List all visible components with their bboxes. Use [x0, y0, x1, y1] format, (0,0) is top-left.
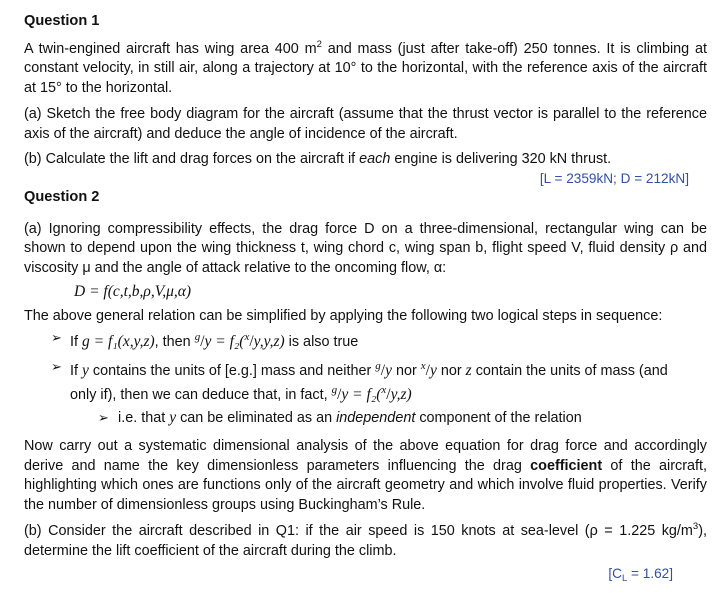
question-1-answer: [L = 2359kN; D = 212kN] [539, 170, 689, 186]
question-1-part-a: (a) Sketch the free body diagram for the aircraft (assume that the thrust vector is parallel to the reference axis of the aircraft) and deduce the angle of incidence of the aircraft. [24, 106, 707, 142]
question-2-part-a: (a) Ignoring compressibility effects, the drag force D on a three-dimensional, rectangular wing can be shown to depend upon the wing thickness t, wing chord c, wing span b, flight speed V, fluid density ρ and viscosity μ and the angle of attack relative to the oncoming flow, α: [24, 220, 707, 276]
question-2-answer: $[C_L = 1.62]$ [608, 566, 673, 584]
step-2: ➢ If y contains the units of [e.g.] mass and neither $^g$/y nor $^x$/y nor z contain the units of mass (and only if), then we can deduce that, in fact, $^g$/y = f₂($^x$/y,z) [51, 358, 668, 403]
arrow-bullet-icon: ➢ [51, 358, 62, 374]
step-3: ➢ i.e. that y can be eliminated as an independent component of the relation [98, 408, 582, 426]
step-1: ➢ If g = f₁(x,y,z), then $^g$/y = f₂($^x$/y,y,z) is also true [51, 330, 359, 350]
question-2-part-b: (b) Consider the aircraft described in Q1: if the air speed is 150 knots at sea-level (ρ = 1.225 $kg/m^3$), determine the lift coefficient of the aircraft during the climb. [24, 521, 707, 559]
arrow-bullet-icon: ➢ [51, 330, 62, 345]
question-2-heading: Question 2 [24, 189, 100, 205]
drag-equation: D = f(c,t,b,ρ,V,μ,α) [74, 283, 192, 300]
question-1-part-b: (b) Calculate the lift and drag forces on the aircraft if each engine is delivering 320 kN thrust. [24, 151, 612, 167]
arrow-bullet-icon: ➢ [98, 409, 109, 425]
dimensional-analysis-task: Now carry out a systematic dimensional analysis of the above equation for drag force and accordingly derive and name the key dimensionless parameters influencing the drag coefficient of the aircraft, highlighting which ones are functions only of the aircraft geometry and which involve fluid properties. Verify the number of dimensionless groups using Buckingham’s Rule. [24, 438, 707, 513]
question-1-heading: Question 1 [24, 13, 100, 29]
steps-intro: The above general relation can be simplified by applying the following two logical steps in sequence: [24, 307, 663, 324]
question-1-intro: A twin-engined aircraft has wing area 400 $m^2$ and mass (just after take-off) 250 tonnes. It is climbing at constant velocity, in still air, along a trajectory at 10° to the horizontal, with the reference axis of the aircraft at 15° to the horizontal. [24, 38, 707, 96]
